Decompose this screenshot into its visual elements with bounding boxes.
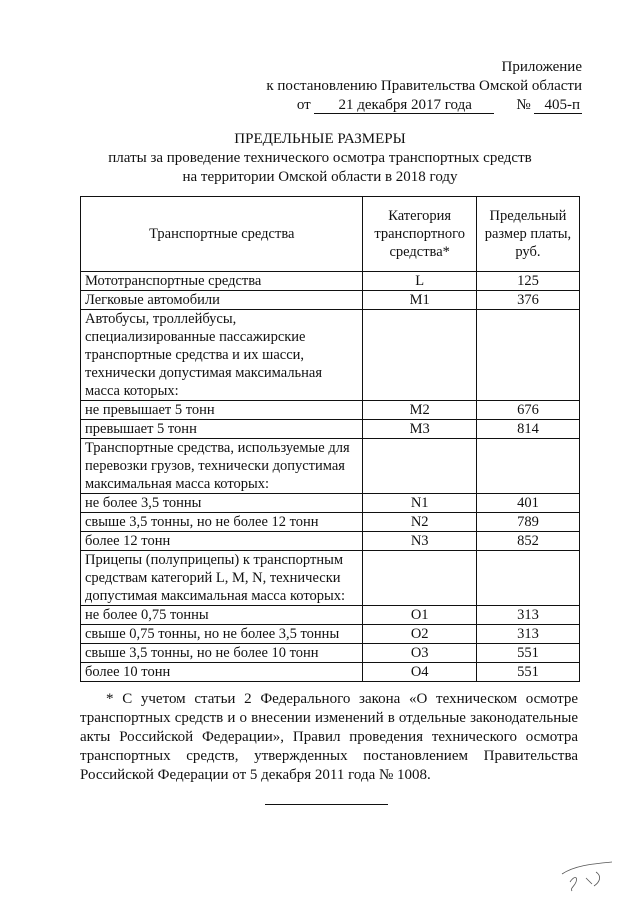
fee-value: 401 xyxy=(476,494,579,513)
fee-value: 789 xyxy=(476,513,579,532)
appendix-label: Приложение xyxy=(501,59,582,75)
fee-value xyxy=(476,551,579,606)
vehicle-group-name: Прицепы (полуприцепы) к транспортным средствам категорий L, M, N, технически допустимая максимальная масса которых: xyxy=(81,551,363,606)
vehicle-category: N3 xyxy=(363,532,476,551)
table-row xyxy=(81,606,580,625)
appendix-header xyxy=(266,58,582,115)
vehicle-category: M3 xyxy=(363,420,476,439)
vehicle-name: не более 3,5 тонны xyxy=(81,494,363,513)
fee-value: 313 xyxy=(476,606,579,625)
vehicle-category xyxy=(363,551,476,606)
vehicle-category: L xyxy=(363,272,476,291)
title-main: ПРЕДЕЛЬНЫЕ РАЗМЕРЫ xyxy=(234,131,406,147)
decree-date: 21 декабря 2017 года xyxy=(314,97,493,114)
vehicle-category: O3 xyxy=(363,644,476,663)
vehicle-category: O2 xyxy=(363,625,476,644)
vehicle-name: Легковые автомобили xyxy=(81,291,363,310)
table-row xyxy=(81,494,580,513)
fee-value xyxy=(476,310,579,401)
fee-value: 852 xyxy=(476,532,579,551)
number-prefix: № xyxy=(516,97,531,113)
decree-reference: к постановлению Правительства Омской области xyxy=(266,78,582,94)
header-price: Предельный размер платы, руб. xyxy=(476,197,579,272)
vehicle-name: свыше 3,5 тонны, но не более 12 тонн xyxy=(81,513,363,532)
fee-value xyxy=(476,439,579,494)
table-row xyxy=(81,291,580,310)
vehicle-category: O1 xyxy=(363,606,476,625)
fee-value: 313 xyxy=(476,625,579,644)
table-group-row xyxy=(81,439,580,494)
fee-value: 376 xyxy=(476,291,579,310)
vehicle-category xyxy=(363,439,476,494)
vehicle-name: не более 0,75 тонны xyxy=(81,606,363,625)
vehicle-name: свыше 0,75 тонны, но не более 3,5 тонны xyxy=(81,625,363,644)
title-sub-2: на территории Омской области в 2018 году xyxy=(182,169,458,185)
vehicle-name: более 12 тонн xyxy=(81,532,363,551)
table-header-row xyxy=(81,197,580,272)
table-group-row xyxy=(81,551,580,606)
vehicle-group-name: Транспортные средства, используемые для перевозки грузов, технически допустимая максимальная масса которых: xyxy=(81,439,363,494)
header-category: Категория транспортного средства* xyxy=(363,197,476,272)
table-row xyxy=(81,272,580,291)
vehicle-name: более 10 тонн xyxy=(81,663,363,682)
decree-number: 405-п xyxy=(534,97,582,114)
signature-mark xyxy=(556,852,618,894)
document-title xyxy=(0,130,640,187)
footnote: * С учетом статьи 2 Федерального закона «О техническом осмотре транспортных средств и о внесении изменений в отдельные законодательные акты Российской Федерации», Правил проведения технического осмотра транспортных средств, утвержденных постановлением Правительства Российской Федерации от 5 декабря 2011 года № 1008. xyxy=(80,691,578,783)
vehicle-category xyxy=(363,310,476,401)
fee-value: 125 xyxy=(476,272,579,291)
header-vehicles: Транспортные средства xyxy=(81,197,363,272)
table-row xyxy=(81,513,580,532)
vehicle-name: свыше 3,5 тонны, но не более 10 тонн xyxy=(81,644,363,663)
vehicle-category: M1 xyxy=(363,291,476,310)
fee-table xyxy=(80,196,580,682)
title-sub-1: платы за проведение технического осмотра транспортных средств xyxy=(108,150,532,166)
vehicle-name: превышает 5 тонн xyxy=(81,420,363,439)
table-row xyxy=(81,625,580,644)
table-row xyxy=(81,420,580,439)
fee-value: 676 xyxy=(476,401,579,420)
vehicle-category: N1 xyxy=(363,494,476,513)
date-prefix: от xyxy=(296,97,311,113)
vehicle-name: не превышает 5 тонн xyxy=(81,401,363,420)
table-row xyxy=(81,663,580,682)
vehicle-category: O4 xyxy=(363,663,476,682)
table-row xyxy=(81,644,580,663)
vehicle-group-name: Автобусы, троллейбусы, специализированные пассажирские транспортные средства и их шасси, технически допустимая максимальная масса которых: xyxy=(81,310,363,401)
fee-value: 551 xyxy=(476,663,579,682)
decree-date-line xyxy=(266,96,582,115)
table-group-row xyxy=(81,310,580,401)
vehicle-name: Мототранспортные средства xyxy=(81,272,363,291)
fee-value: 814 xyxy=(476,420,579,439)
table-row xyxy=(81,401,580,420)
table-row xyxy=(81,532,580,551)
fee-value: 551 xyxy=(476,644,579,663)
vehicle-category: N2 xyxy=(363,513,476,532)
vehicle-category: M2 xyxy=(363,401,476,420)
closing-rule xyxy=(265,804,388,805)
